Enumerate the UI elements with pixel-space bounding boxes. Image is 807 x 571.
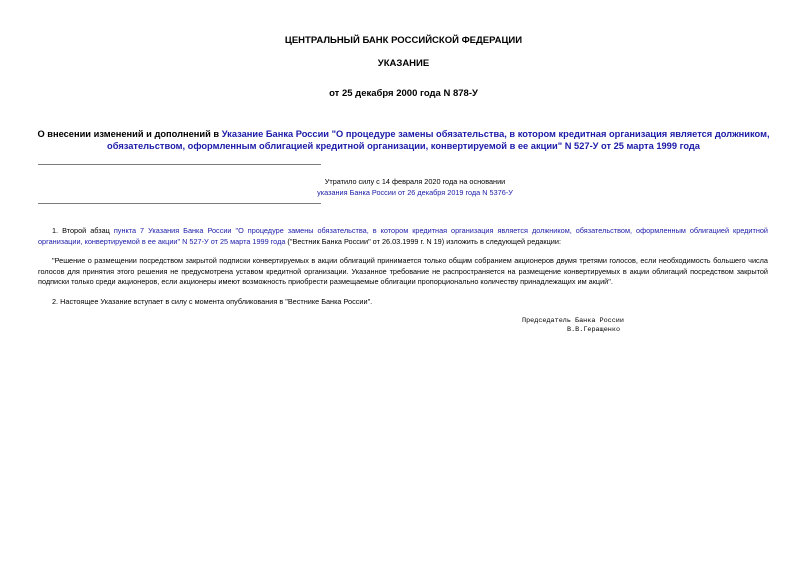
document-type-heading: УКАЗАНИЕ xyxy=(377,58,430,69)
paragraph-1 xyxy=(38,226,768,247)
divider-top xyxy=(38,164,321,165)
paragraph-2: 2. Настоящее Указание вступает в силу с момента опубликования в "Вестнике Банка России". xyxy=(52,297,373,306)
quoted-paragraph: "Решение о размещении посредством закрытой подписки конвертируемых в акции облигаций принимается только общим собранием акционеров двумя третями голосов, если необходимость большего числа голосов для принятия этого решения не предусмотрена уставом кредитной организации. Указанное требование не распространяется на размещение конвертируемых в акции облигаций посредством закрытой подписки только среди акционеров, если акционеры имеют возможность приобрести размещаемые облигации пропорционально количеству принадлежащих им акций". xyxy=(38,256,768,286)
title-link[interactable]: Указание Банка России "О процедуре замены обязательства, в котором кредитная организация является должником, обязательством, оформленным облигацией кредитной организации, конвертируемой в ее акции" N 527-У от 25 марта 1999 года xyxy=(107,129,770,151)
status-note-link[interactable]: указания Банка России от 26 декабря 2019 года N 5376-У xyxy=(317,188,513,197)
issuer-heading: ЦЕНТРАЛЬНЫЙ БАНК РОССИЙСКОЙ ФЕДЕРАЦИИ xyxy=(284,35,523,46)
paragraph-1-suffix: ("Вестник Банка России" от 26.03.1999 г. N 19) изложить в следующей редакции: xyxy=(285,236,561,246)
paragraph-1-link[interactable]: пункта 7 Указания Банка России "О процедуре замены обязательства, в котором кредитная организация является должником, обязательством, оформленным облигацией кредитной организации, конвертируемой в ее акции" N 527-У от 25 марта 1999 года xyxy=(38,226,768,246)
divider-bottom xyxy=(38,203,321,204)
signatory-position: Председатель Банка России xyxy=(522,317,624,325)
status-note: Утратило силу с 14 февраля 2020 года на основании xyxy=(324,177,506,186)
document-title xyxy=(20,128,787,152)
document-date-heading: от 25 декабря 2000 года N 878-У xyxy=(329,88,478,99)
signatory-name: В.В.Геращенко xyxy=(567,326,621,334)
title-prefix: О внесении изменений и дополнений в xyxy=(37,129,222,139)
paragraph-1-prefix: 1. Второй абзац xyxy=(52,226,114,235)
